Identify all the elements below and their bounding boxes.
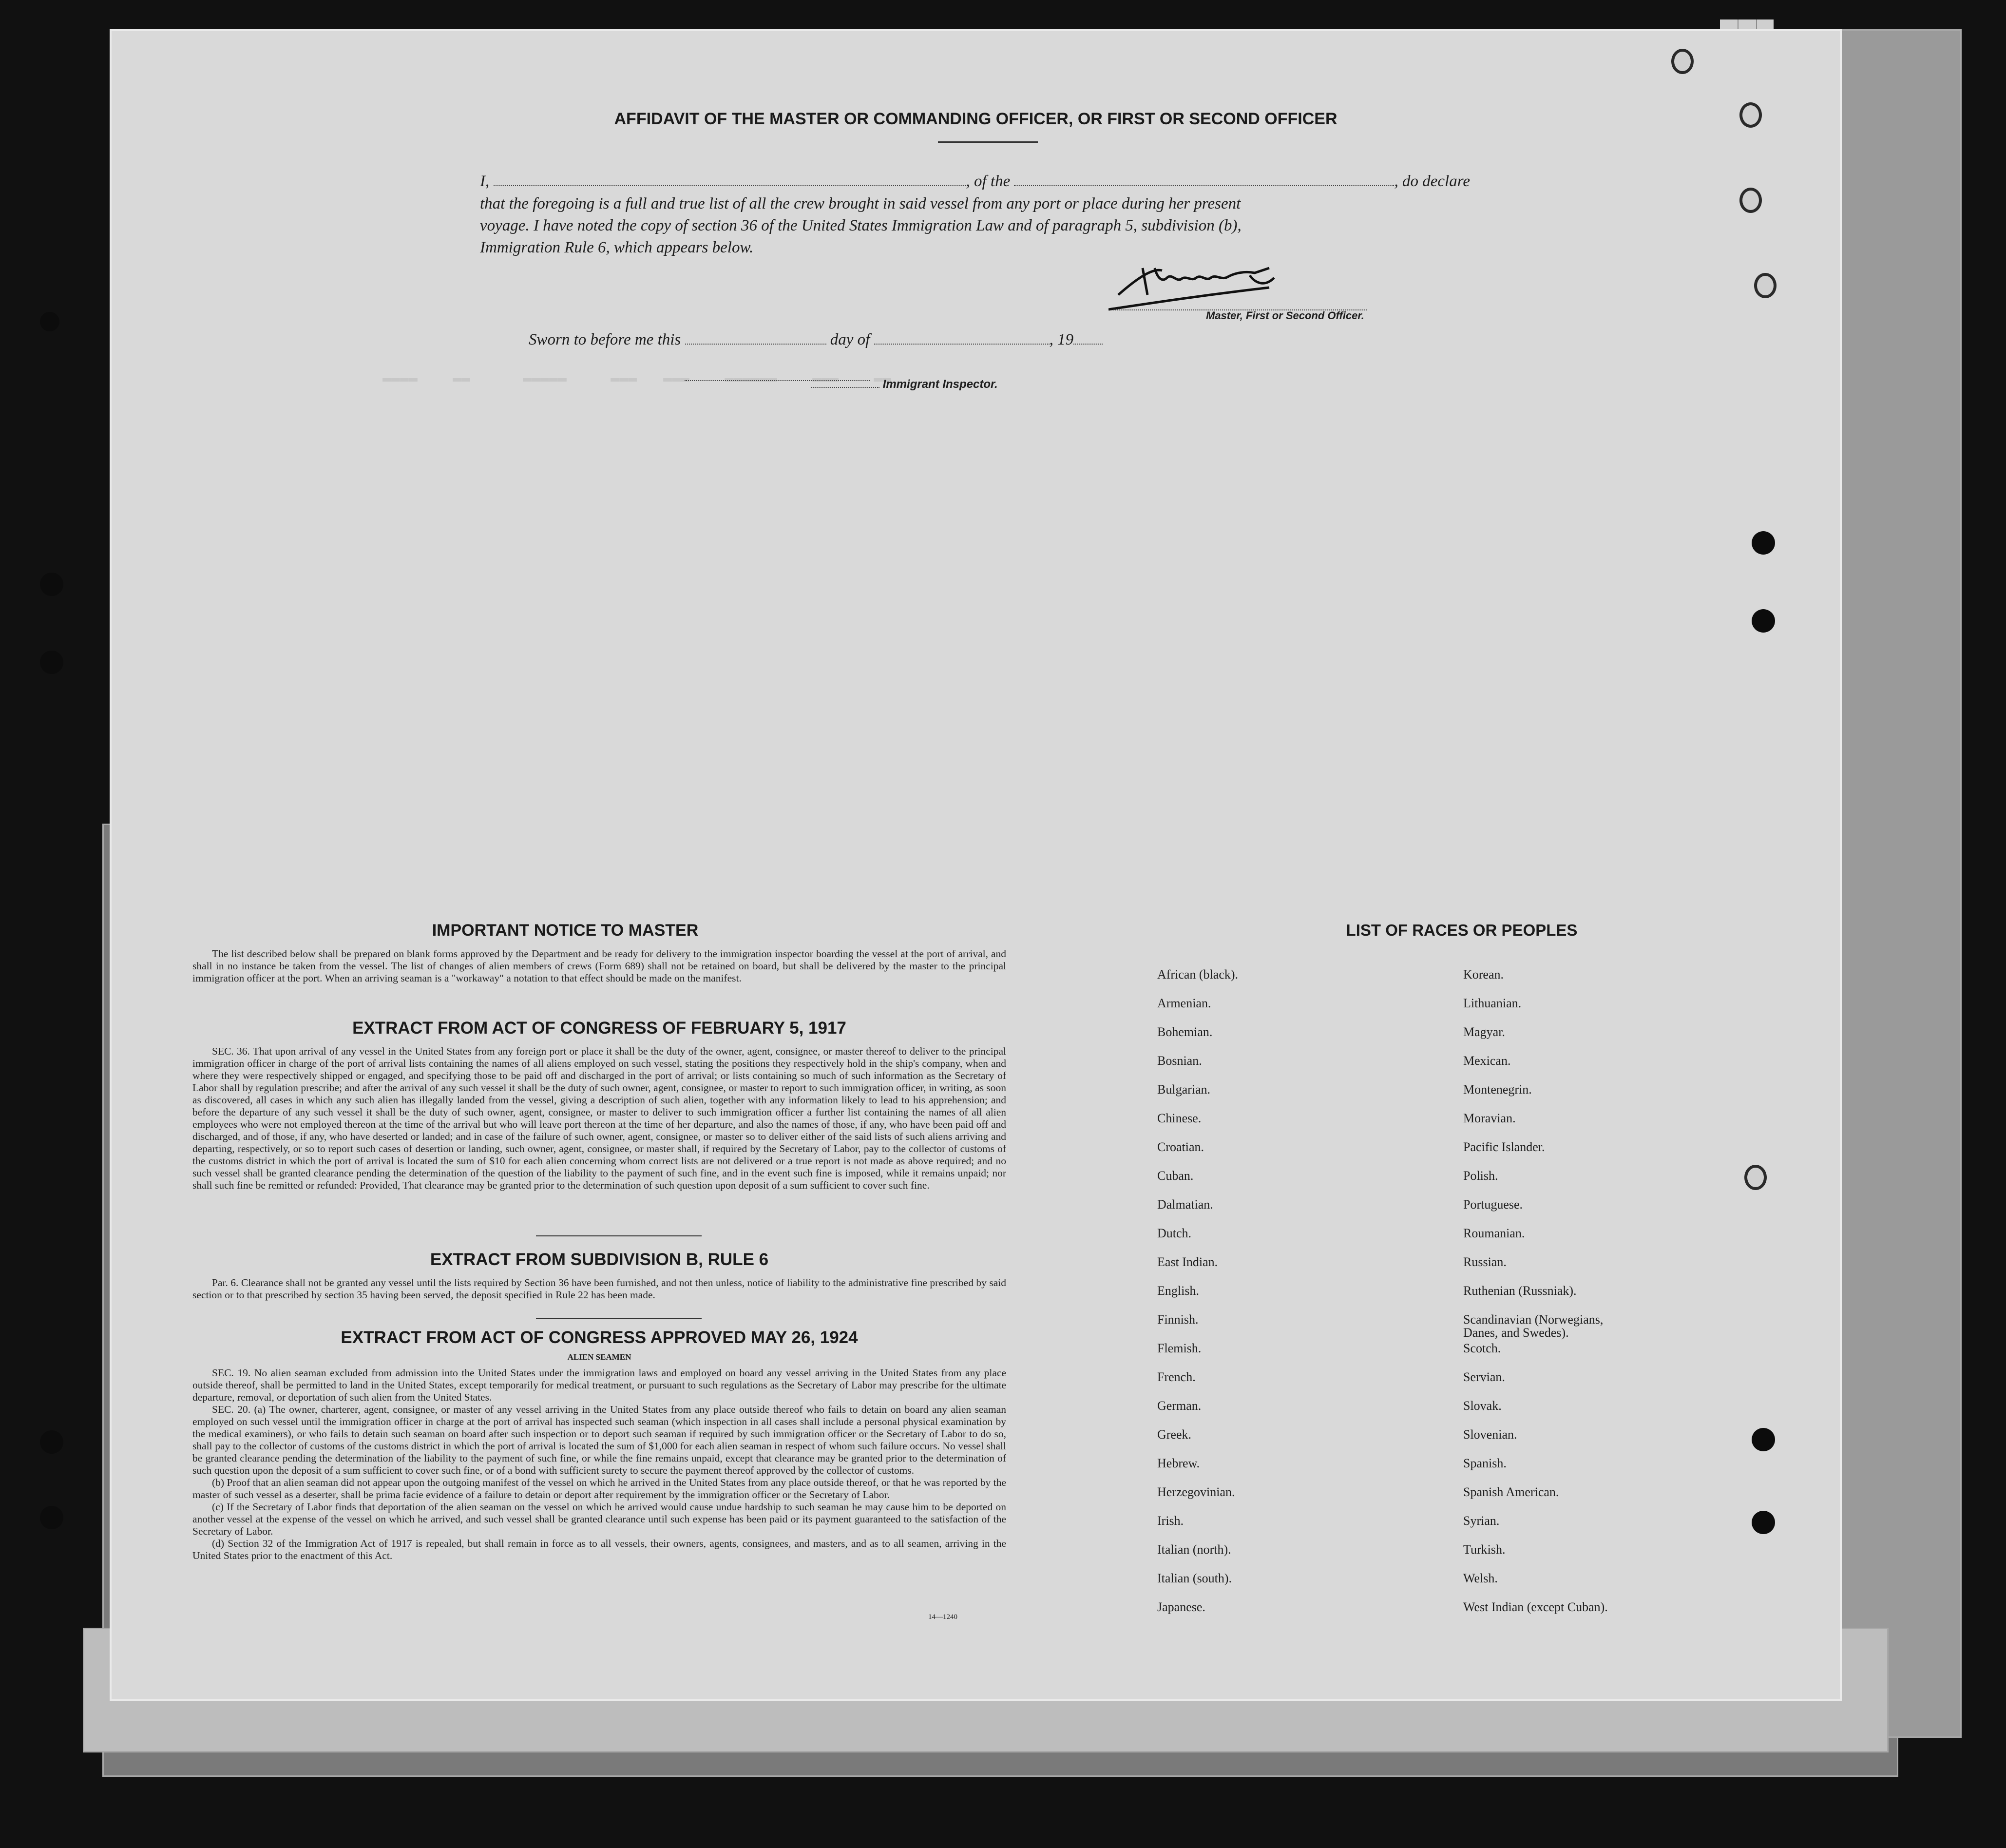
binder-ring (1739, 102, 1762, 128)
race-item: German. (1157, 1399, 1202, 1413)
race-item: Italian (south). (1157, 1571, 1232, 1585)
race-item: Bulgarian. (1157, 1082, 1211, 1097)
extract-1924-text (192, 1367, 1006, 1562)
binder-ring (1739, 188, 1762, 213)
notice-title: IMPORTANT NOTICE TO MASTER (432, 921, 699, 940)
declaration-line-3: voyage. I have noted the copy of section 36 of the United States Immigration Law and of paragraph 5, subdivision (b), (480, 217, 1242, 234)
manifest-page (110, 29, 1842, 1701)
declaration-line-4: Immigration Rule 6, which appears below. (480, 239, 754, 256)
race-item: Bosnian. (1157, 1054, 1202, 1068)
label-sworn: Sworn to before me this (529, 331, 681, 348)
race-item: Spanish. (1463, 1456, 1507, 1470)
extract-1917-title: EXTRACT FROM ACT OF CONGRESS OF FEBRUARY 5, 1917 (352, 1019, 846, 1038)
race-item: Greek. (1157, 1427, 1192, 1442)
binder-ring (1754, 273, 1777, 298)
race-item: Roumanian. (1463, 1226, 1525, 1240)
race-item: Hebrew. (1157, 1456, 1200, 1470)
race-item: Montenegrin. (1463, 1082, 1532, 1097)
race-item: English. (1157, 1284, 1199, 1298)
section-19-paragraph: SEC. 19. No alien seaman excluded from admission into the United States under the immigration laws and employed on board any vessel arriving in the United States from any place outside thereof, shall be permitted to land in the United States, except temporarily for medical treatment, or pursuant to such regulations as the Secretary of Labor may prescribe for the ultimate departure, removal, or deportation of such alien from the United States. (192, 1367, 1006, 1403)
race-item: Flemish. (1157, 1341, 1202, 1355)
master-signature-line[interactable] (1113, 295, 1367, 310)
section-36-paragraph: SEC. 36. That upon arrival of any vessel in the United States from any foreign port or place it shall be the duty of the owner, agent, consignee, or master thereof to deliver to the principal immigration officer in charge of the port of arrival lists containing the names of all aliens employed on such vessel, stating the positions they respectively hold in the ship's company, when and where they were respectively shipped or engaged, and specifying those to be paid off and discharged in the port of arrival; or lists containing so much of such information as the Secretary of Labor shall by regulation prescribe; and after the arrival of any such vessel it shall be the duty of such owner, agent, consignee, or master to report to such immigration officer, in writing, as soon as discovered, all cases in which any such alien has illegally landed from the vessel, giving a description of such alien, together with any information likely to lead to his apprehension; and before the departure of any such vessel it shall be the duty of such owner, agent, consignee, or master to deliver to such immigration officer a further list containing the names of all alien employees who were not employed thereon at the time of the arrival but who will leave port thereon at the time of her departure, and also the names of those, if any, who have been paid off and discharged, and of those, if any, who have deserted or landed; and in case of the failure of such owner, agent, consignee, or master so to deliver either of the said lists of such aliens arriving and departing, respectively, or so to report such cases of desertion or landing, such owner, agent, consignee, or master shall, if required by the Secretary of Labor, pay to the collector of customs of the customs district in which the port of arrival is located the sum of $10 for each alien concerning whom correct lists are not delivered or a true report is not made as above required; and no such vessel shall be granted clearance pending the determination of the question of the liability to the payment of such fine, and in the event such fine is imposed, while it remains unpaid; nor shall such fine be remitted or refunded: Provided, That clearance may be granted prior to the determination of such question upon deposit of a sum sufficient to cover such fine. (192, 1045, 1006, 1191)
rule6-paragraph: Par. 6. Clearance shall not be granted any vessel until the lists required by Section 36 have been furnished, and not then unless, notice of liability to the administrative fine prescribed by said section or to that prescribed by section 35 having been served, the deposit specified in Rule 22 has been made. (192, 1277, 1006, 1301)
race-item: Syrian. (1463, 1514, 1500, 1528)
race-item: Pacific Islander. (1463, 1140, 1545, 1154)
section-20a-paragraph: SEC. 20. (a) The owner, charterer, agent, consignee, or master of any vessel arriving in the United States from any place outside thereof who fails to detain on board any alien seaman employed on such vessel until the immigration officer in charge at the port of arrival has inspected such seaman (which inspection in all cases shall include a personal physical examination by the medical examiners), or who fails to detain such seaman on board after such inspection or to deport such seaman if required by such immigration officer or the Secretary of Labor to do so, shall pay to the collector of customs of the customs district in which the port of arrival is located the sum of $1,000 for each alien seaman in respect of whom such failure occurs. No vessel shall be granted clearance pending the determination of the liability to the payment of such fine, or while the fine remains unpaid, except that clearance may be granted prior to the determination of such question upon the deposit of a sum sufficient to cover such fine, or of a bond with sufficient surety to secure the payment thereof approved by the collector of customs. (192, 1404, 1006, 1476)
bleed-through-text: ▬▬▬▬ ▬▬ ▬▬▬▬▬ ▬▬▬ ▬▬▬ ▬▬▬▬▬▬ ▬▬▬ ▬▬ (382, 370, 892, 387)
race-item: Italian (north). (1157, 1542, 1231, 1557)
binder-hole (40, 573, 63, 596)
name-field[interactable] (494, 171, 966, 186)
sworn-month-field[interactable] (874, 329, 1050, 345)
binder-hole (1752, 1428, 1775, 1451)
races-list (1157, 967, 1742, 1650)
race-item: Ruthenian (Russniak). (1463, 1284, 1577, 1298)
race-item: French. (1157, 1370, 1196, 1384)
race-item: Lithuanian. (1463, 996, 1522, 1010)
binder-ring (1671, 49, 1694, 74)
binder-hole (1752, 609, 1775, 633)
section-20d-paragraph: (d) Section 32 of the Immigration Act of 1917 is repealed, but shall remain in force as to all vessels, their owners, agents, consignees, and masters, and as to all seamen, arriving in the United States prior to the enactment of this Act. (192, 1538, 1006, 1561)
sworn-line (529, 329, 1103, 349)
race-item: Japanese. (1157, 1600, 1205, 1614)
extract-rule6-text (192, 1277, 1006, 1301)
binder-hole (40, 1430, 63, 1454)
notice-paragraph: The list described below shall be prepared on blank forms approved by the Department and be ready for delivery to the immigration inspector boarding the vessel at the port of arrival, and shall in no instance be taken from the vessel. The list of changes of alien members of crews (Form 689) shall not be retained on board, but shall be delivered by the master to the principal immigration officer at the port. When an arriving seaman is a "workaway" a notation to that effect should be made on the manifest. (192, 948, 1006, 984)
race-item: Servian. (1463, 1370, 1505, 1384)
race-item: Armenian. (1157, 996, 1211, 1010)
race-item: African (black). (1157, 967, 1239, 982)
inspector-text: Immigrant Inspector. (882, 378, 998, 391)
section-rule (536, 1318, 702, 1319)
race-item: Scandinavian (Norwegians, (1463, 1312, 1604, 1327)
extract-rule6-title: EXTRACT FROM SUBDIVISION B, RULE 6 (430, 1250, 769, 1269)
race-item: Welsh. (1463, 1571, 1498, 1585)
master-label: Master, First or Second Officer. (1206, 309, 1364, 322)
section-rule (536, 1235, 702, 1236)
binder-hole (40, 312, 59, 331)
section-20c-paragraph: (c) If the Secretary of Labor finds that deportation of the alien seaman on the vessel on which he arrived would cause undue hardship to such seaman he may cause him to be deported on another vessel at the expense of the vessel on which he arrived, and such vessel shall be granted clearance until such expense has been paid or its payment guaranteed to the satisfaction of the Secretary of Labor. (192, 1501, 1006, 1537)
race-item: Dalmatian. (1157, 1197, 1213, 1212)
race-item: Portuguese. (1463, 1197, 1523, 1212)
binder-hole (1752, 531, 1775, 555)
extract-1917-text (192, 1045, 1006, 1192)
race-item: East Indian. (1157, 1255, 1218, 1269)
race-item: Bohemian. (1157, 1025, 1213, 1039)
label-day-of: day of (830, 331, 870, 348)
binder-hole (40, 1506, 63, 1529)
binder-ring (1744, 1165, 1767, 1190)
race-item: Russian. (1463, 1255, 1507, 1269)
declaration-line-2: that the foregoing is a full and true list of all the crew brought in said vessel from any port or place during her present (480, 195, 1241, 212)
vessel-field[interactable] (1014, 171, 1394, 186)
race-item: Dutch. (1157, 1226, 1192, 1240)
race-item: Slovenian. (1463, 1427, 1517, 1442)
label-i: I, (480, 173, 490, 190)
notice-text (192, 948, 1006, 984)
race-item: West Indian (except Cuban). (1463, 1600, 1608, 1614)
race-item: Danes, and Swedes). (1463, 1326, 1569, 1340)
alien-seamen-subtitle: ALIEN SEAMEN (567, 1352, 631, 1362)
race-item: Slovak. (1463, 1399, 1502, 1413)
race-item: Moravian. (1463, 1111, 1516, 1125)
race-item: Turkish. (1463, 1542, 1506, 1557)
races-title: LIST OF RACES OR PEOPLES (1346, 921, 1578, 939)
binder-hole (40, 651, 63, 674)
extract-1924-title: EXTRACT FROM ACT OF CONGRESS APPROVED MAY 26, 1924 (341, 1328, 858, 1347)
label-of-the: , of the (966, 173, 1011, 190)
race-item: Magyar. (1463, 1025, 1505, 1039)
race-item: Irish. (1157, 1514, 1184, 1528)
race-item: Spanish American. (1463, 1485, 1559, 1499)
inspector-label (811, 378, 998, 391)
race-item: Croatian. (1157, 1140, 1204, 1154)
race-item: Polish. (1463, 1169, 1498, 1183)
race-item: Finnish. (1157, 1312, 1199, 1327)
race-item: Chinese. (1157, 1111, 1202, 1125)
race-item: Mexican. (1463, 1054, 1511, 1068)
race-item: Cuban. (1157, 1169, 1194, 1183)
form-number: 14—1240 (928, 1613, 957, 1621)
declaration-line-1 (480, 171, 1470, 191)
race-item: Korean. (1463, 967, 1504, 982)
section-20b-paragraph: (b) Proof that an alien seaman did not appear upon the outgoing manifest of the vessel on which he arrived in the United States from any place outside thereof, or that he was reported by the master of such vessel as a deserter, shall be prima facie evidence of a failure to detain or deport after requirement by the immigration officer or the Secretary of Labor. (192, 1477, 1006, 1501)
affidavit-title: AFFIDAVIT OF THE MASTER OR COMMANDING OFFICER, OR FIRST OR SECOND OFFICER (614, 110, 1337, 128)
race-item: Scotch. (1463, 1341, 1501, 1355)
label-declare: , do declare (1394, 173, 1470, 190)
label-year: , 19 (1049, 331, 1074, 348)
binder-hole (1752, 1511, 1775, 1534)
race-item: Herzegovinian. (1157, 1485, 1235, 1499)
title-rule (938, 141, 1038, 143)
inspector-name-field[interactable] (811, 378, 879, 388)
sworn-year-field[interactable] (1073, 329, 1103, 345)
sworn-day-field[interactable] (685, 329, 826, 345)
